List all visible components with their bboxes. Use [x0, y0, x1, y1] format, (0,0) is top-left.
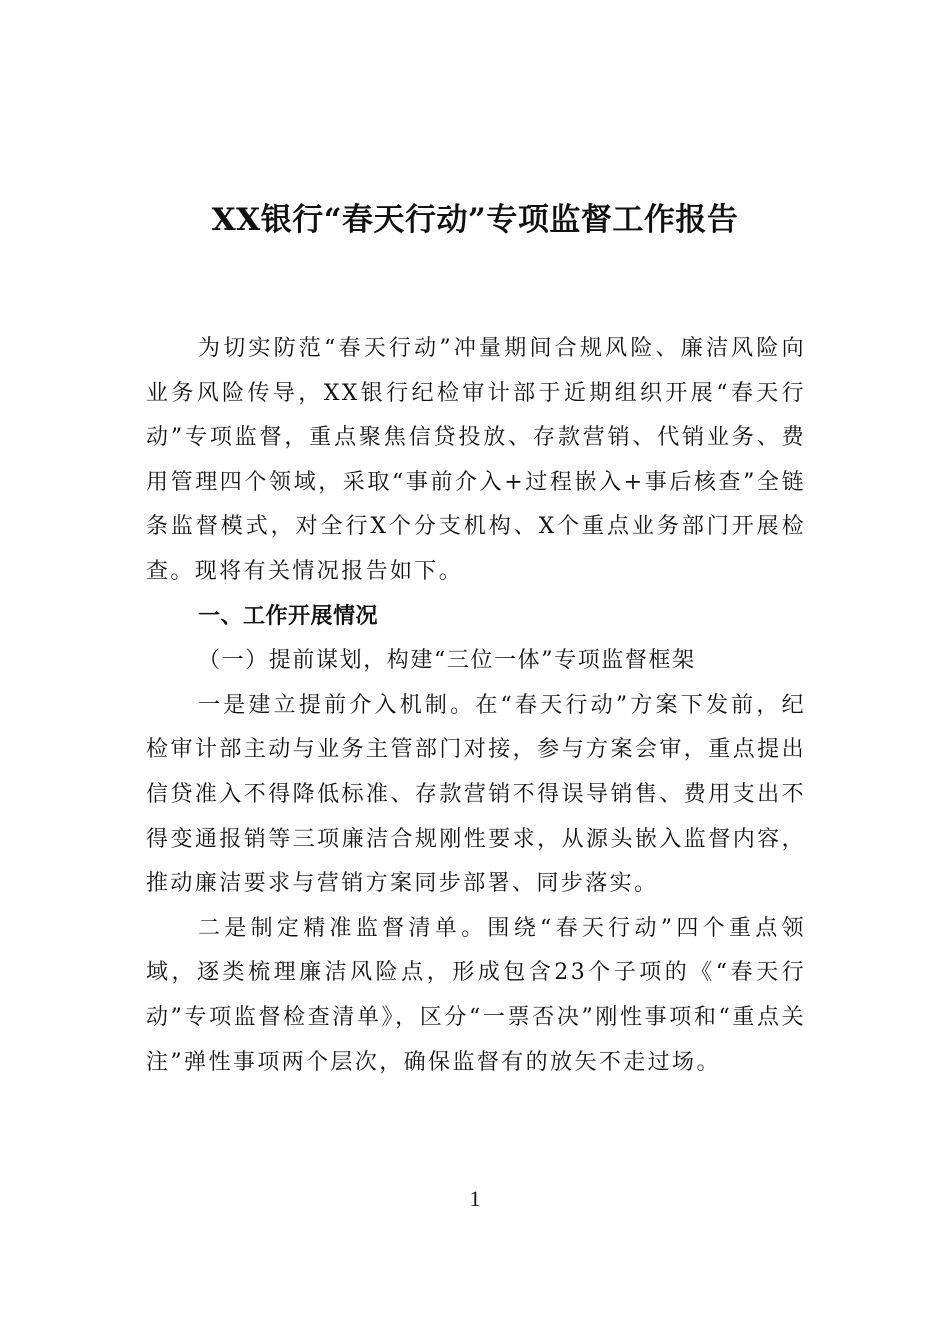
subsection-heading: （一）提前谋划，构建“三位一体”专项监督框架 — [198, 648, 696, 674]
section-heading: 一、工作开展情况 — [198, 603, 379, 629]
page-number: 1 — [469, 1186, 481, 1211]
document-body — [146, 327, 806, 1085]
body-paragraph-2: 二是制定精准监督清单。围绕“春天行动”四个重点领域，逐类梳理廉洁风险点，形成包含23个子项的《“春天行动”专项监督检查清单》，区分“一票否决”刚性事项和“重点关注”弹性事项两个层次，确保监督有的放矢不走过场。 — [146, 915, 806, 1075]
intro-paragraph: 为切实防范“春天行动”冲量期间合规风险、廉洁风险向业务风险传导，XX银行纪检审计部于近期组织开展“春天行动”专项监督，重点聚焦信贷投放、存款营销、代销业务、费用管理四个领域，采取“事前介入+过程嵌入+事后核查”全链条监督模式，对全行X个分支机构、X个重点业务部门开展检查。现将有关情况报告如下。 — [146, 336, 806, 584]
document-title: XX银行“春天行动”专项监督工作报告 — [211, 202, 739, 238]
body-paragraph-1: 一是建立提前介入机制。在“春天行动”方案下发前，纪检审计部主动与业务主管部门对接，参与方案会审，重点提出信贷准入不得降低标准、存款营销不得误导销售、费用支出不得变通报销等三项廉洁合规刚性要求，从源头嵌入监督内容，推动廉洁要求与营销方案同步部署、同步落实。 — [146, 692, 806, 897]
